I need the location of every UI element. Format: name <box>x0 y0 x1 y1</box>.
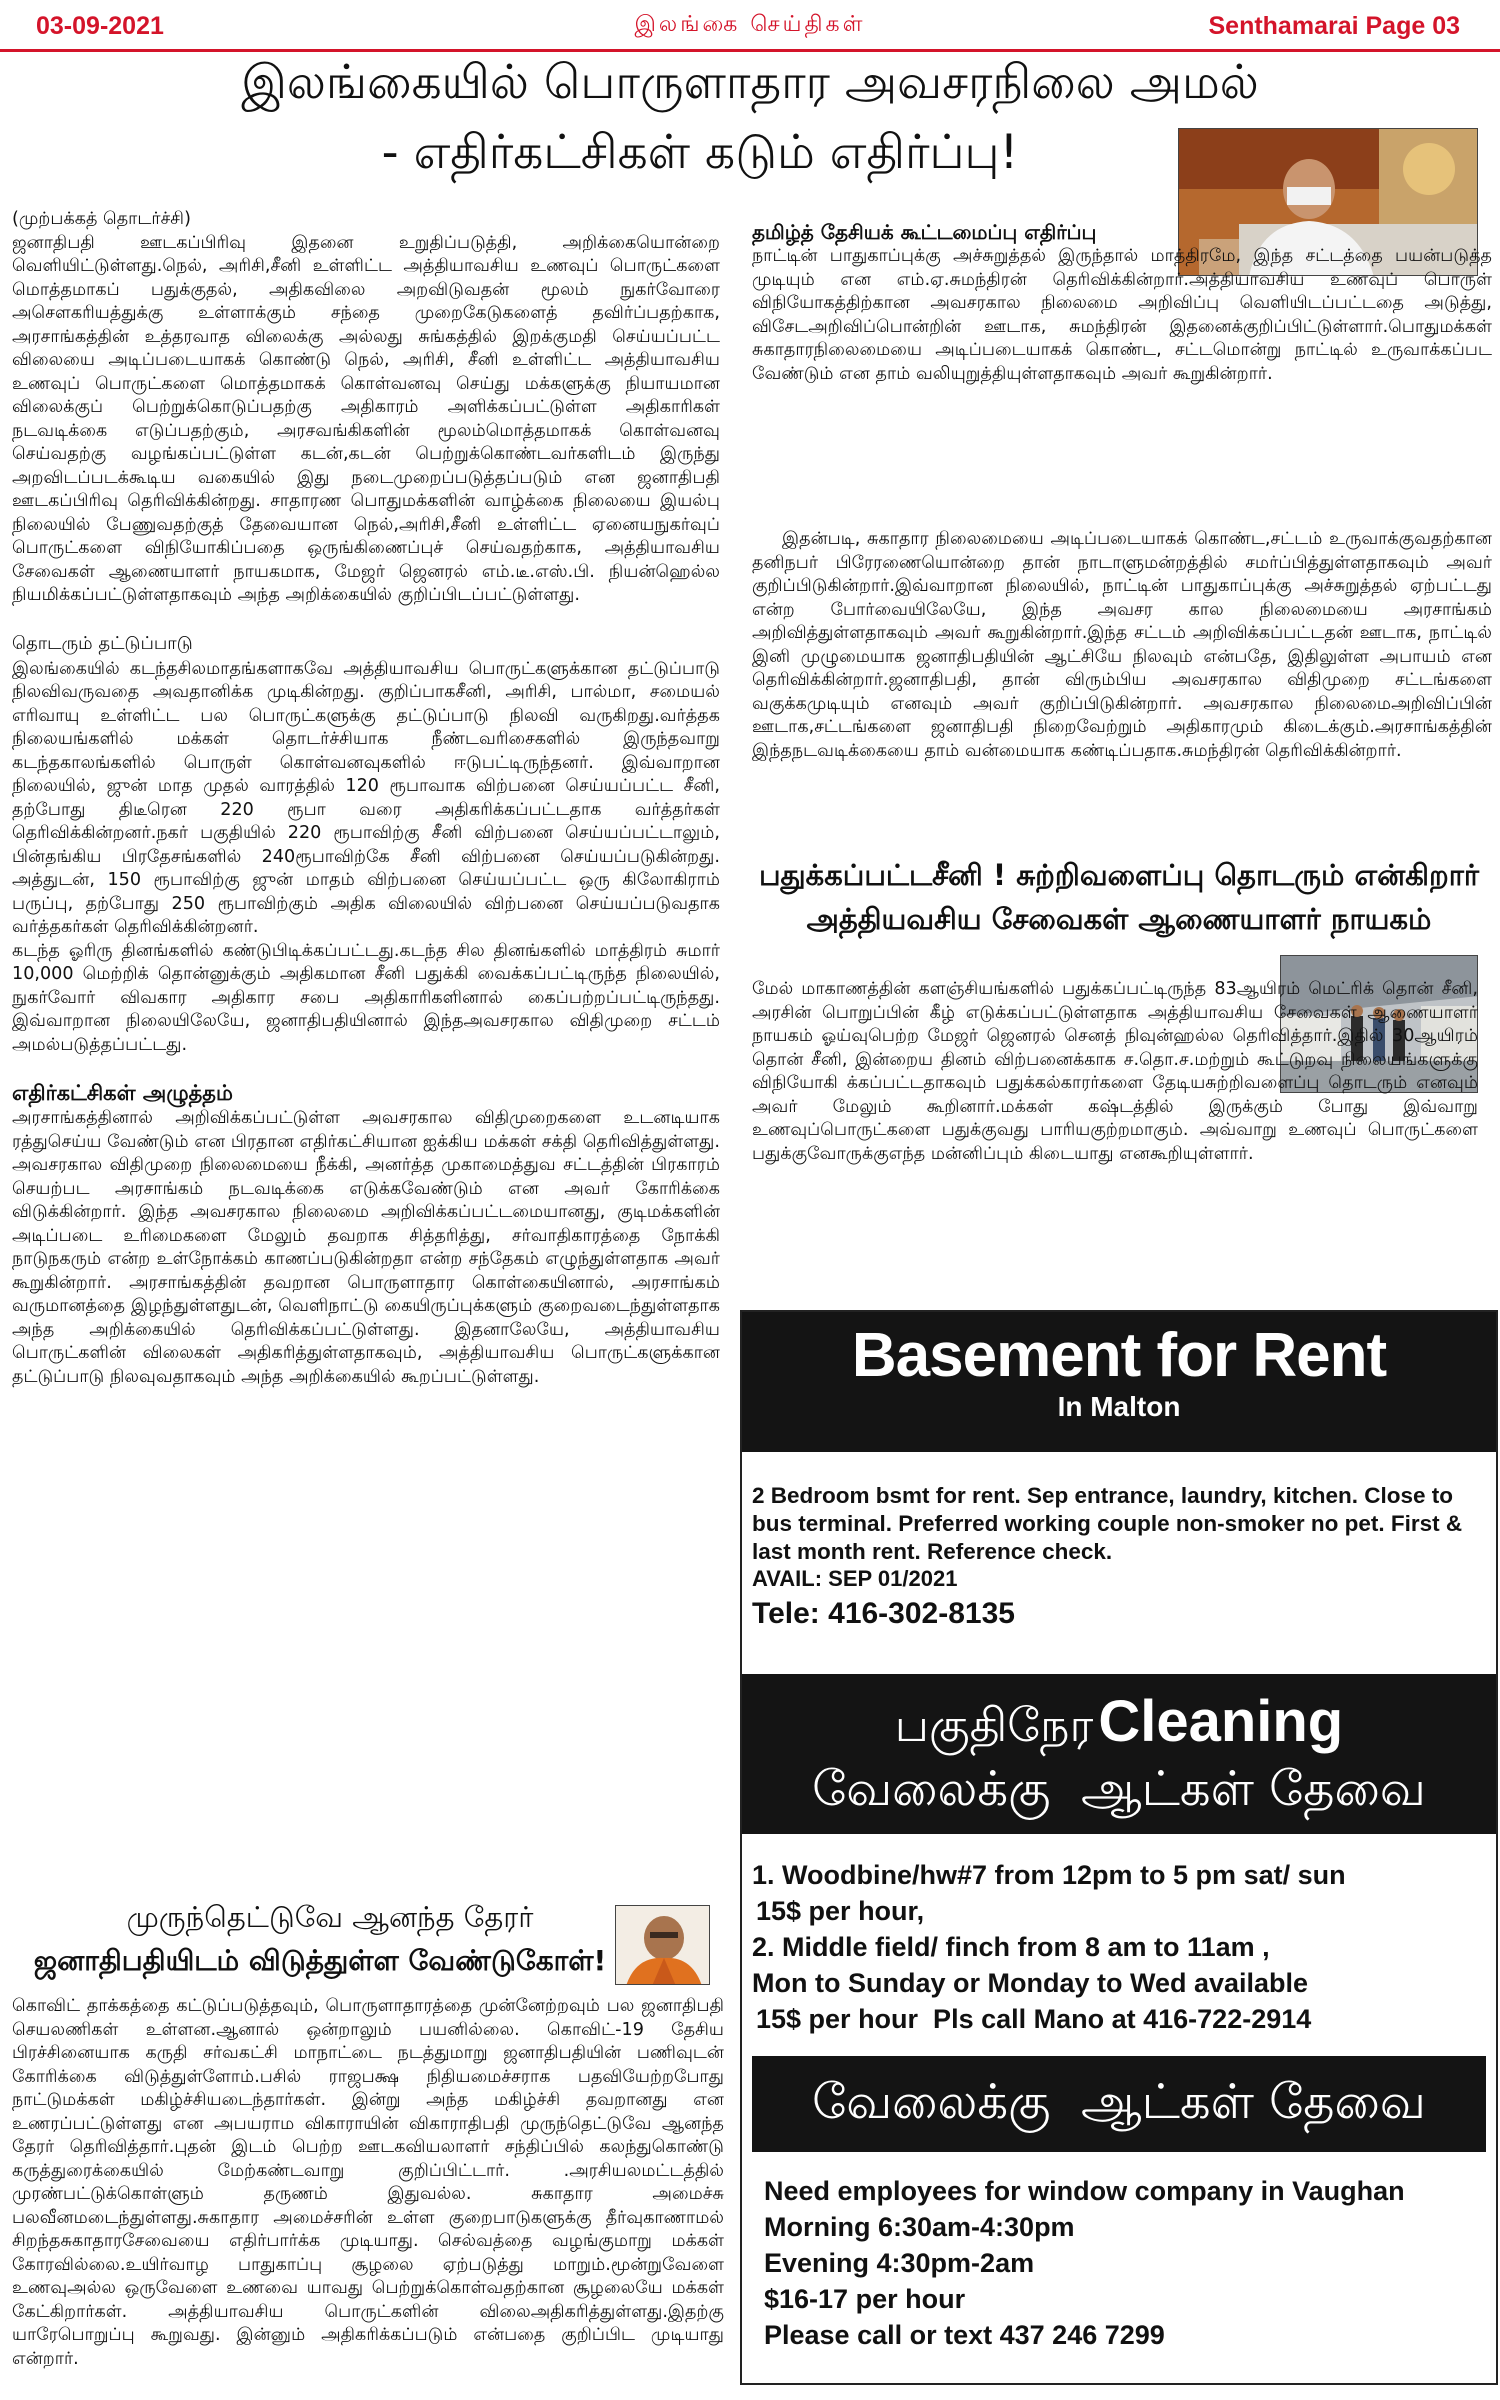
window-ad-line5: Please call or text 437 246 7299 <box>764 2320 1165 2350</box>
cleaning-ad-line2: 15$ per hour, <box>756 1896 925 1926</box>
classified-ads-box <box>740 1310 1498 2385</box>
bottom-story-body: கொவிட் தாக்கத்தை கட்டுப்படுத்தவும், பொருளாதாரத்தை முன்னேற்றவும் பல ஜனாதிபதி செயலணிகள் உள்ளன.ஆனால் ஒன்றாலும் பயனில்லை. கொவிட்-19 தேசிய பிரச்சினையாக கருதி சர்வகட்சி மாநாட்டை நடத்துமாறு ஜனாதிபதியின் பணிவுடன் கோரிக்கை விடுத்துள்ளோம்.பசில் ராஜபக்ஷ நிதியமைச்சராக பதவியேற்றபோது நாட்டுமக்கள் மகிழ்ச்சியடைந்தார்கள். இன்று அந்த மகிழ்ச்சி தவறானது என உணரப்பட்டுள்ளது என அபயராம விகாராயின் விகாராதிபதி முருந்தெட்டுவே ஆனந்த தேரர் தெரிவித்தார்.புதன் இடம் பெற்ற ஊடகவியலாளர் சந்திப்பில் கலந்துகொண்டு கருத்துரைக்கையில் மேற்கண்டவாறு குறிப்பிட்டார். .அரசியலமட்டத்தில் முரண்பட்டுக்கொள்ளும் தருணம் இதுவல்ல. சுகாதார அமைச்சு பலவீனமடைந்துள்ளது.சுகாதார அமைச்சரின் உள்ள குறைபாடுகளுக்கு தீர்வுகாணாமல் சிறந்தசுகாதாரசேவையை எதிர்பார்க்க முடியாது. செல்வத்தை வழங்குமாறு மக்கள் கோரவில்லை.உயிர்வாழ பாதுகாப்பு சூழலை ஏற்படுத்து மாறும்.மூன்றுவேளை உணவுஅல்ல ஒருவேளை உணவை யாவது பெற்றுக்கொள்வதற்கான சூழலையே மக்கள் கேட்கிறார்கள். அத்தியாவசிய பொருட்களின் விலைஅதிகரித்துள்ளது.இதற்கு யாரேபொறுப்பு கூறுவது. இன்னும் அதிகரிக்கப்படும் என்பதை குறிப்பிட முடியாது என்றார். <box>12 1996 724 2369</box>
article-paragraph: அரசாங்கத்தினால் அறிவிக்கப்பட்டுள்ள அவசரகால விதிமுறைகளை உடனடியாக ரத்துசெய்ய வேண்டும் என பிரதான எதிர்கட்சியான ஐக்கிய மக்கள் சக்தி தெரிவித்துள்ளது. அவசரகால விதிமுறை நிலைமையை நீக்கி, அனர்த்த முகாமைத்துவ சட்டத்தின் பிரகாரம் செயற்பட அரசாங்கம் நடவடிக்கை எடுக்கவேண்டும் என அவர் கோரிக்கை விடுக்கின்றார். இந்த அவசரகால நிலைமை அறிவிக்கப்பட்டமையானது, குடிமக்களின் அடிப்படை உரிமைகளை மேலும் தவறாக சித்தரித்து, சர்வாதிகாரத்தை நோக்கி நாடுநகரும் என்ற உள்நோக்கம் காணப்படுகின்றதா என்ற சந்தேகம் எழுந்துள்ளதாக அவர் கூறுகின்றார். அரசாங்கத்தின் தவறான பொருளாதார கொள்கையினால், அரசாங்கம் வருமானத்தை இழந்துள்ளதுடன், வெளிநாட்டு கையிருப்புக்களும் குறைவடைந்துள்ளதாக அந்த அறிக்கையில் தெரிவிக்கப்பட்டுள்ளது. இதனாலேயே, அத்தியாவசிய பொருட்களின் விலைகள் அதிகரித்துள்ளதாகவும், அத்தியாவசிய பொருட்களுக்கான தட்டுப்பாடு நிலவுவதாகவும் அந்த அறிக்கையில் கூறப்பட்டுள்ளது. <box>12 1108 720 1387</box>
window-ad-line2: Morning 6:30am-4:30pm <box>764 2212 1075 2242</box>
page-header <box>0 0 1500 52</box>
bottom-story-title-line1: முருந்தெட்டுவே ஆனந்த தேரர் <box>126 1900 534 1934</box>
monk-photo <box>615 1905 710 1985</box>
issue-date: 03-09-2021 <box>36 12 164 40</box>
article-paragraph: இலங்கையில் கடந்தசிலமாதங்களாகவே அத்தியாவசிய பொருட்களுக்கான தட்டுப்பாடு நிலவிவருவதை அவதானிக்க முடிகின்றது. குறிப்பாகசீனி, அரிசி, பால்மா, சமையல் எரிவாயு உள்ளிட்ட பல பொருட்களுக்கு தட்டுப்பாடு நிலவி வருகிறது.வர்த்தக நிலையங்களில் மக்கள் தொடர்ச்சியாக நீண்டவரிசைகளில் இருந்தவாறு கடந்தகாலங்களில் பொருள் கொள்வனவுகளில் ஈடுபட்டிருந்தனர். இவ்வாறான நிலையில், ஜுன் மாத முதல் வாரத்தில் 120 ரூபாவாக விற்பனை செய்யப்பட்ட சீனி, தற்போது திடீரென 220 ரூபா வரை அதிகரிக்கப்பட்டதாக வர்த்தர்கள் தெரிவிக்கின்றனர்.நகர் பகுதியில் 220 ரூபாவிற்கு சீனி விற்பனை செய்யப்பட்டாலும், பின்தங்கிய பிரதேசங்களில் 240ரூபாவிற்கே சீனி விற்பனை செய்யப்படுகின்றது. அத்துடன், 150 ரூபாவிற்கு ஜுன் மாதம் விற்பனை செய்யப்பட்ட ஒரு கிலோகிராம் பருப்பு, தற்போது 250 ரூபாவிற்கும் அதிக விலையில் விற்பனை செய்யப்படுவதாக வர்த்தகர்கள் தெரிவிக்கின்றனர். <box>12 658 720 937</box>
sugar-story-title-line1: பதுக்கப்பட்டசீனி ! சுற்றிவளைப்பு தொடரும் என்கிறார் <box>758 858 1480 892</box>
basement-ad-availability: AVAIL: SEP 01/2021 <box>752 1566 958 1591</box>
window-ad-line4: $16-17 per hour <box>764 2284 966 2314</box>
cleaning-ad-line1: 1. Woodbine/hw#7 from 12pm to 5 pm sat/ sun <box>752 1860 1346 1890</box>
monk-portrait-illustration <box>616 1906 710 1985</box>
article-paragraph: கடந்த ஓரிரு தினங்களில் கண்டுபிடிக்கப்பட்டது.கடந்த சில தினங்களில் மாத்திரம் சுமார் 10,000 மெற்றிக் தொன்னுக்கும் அதிகமான சீனி பதுக்கி வைக்கப்பட்டிருந்த நிலையில், நுகர்வோர் விவகார அதிகார சபை அதிகாரிகளினால் கைப்பற்றப்பட்டிருந்தது. இவ்வாறான நிலையிலேயே, ஜனாதிபதியினால் இந்தஅவசரகால விதிமுறை சட்டம் அமல்படுத்தப்பட்டது. <box>12 940 720 1055</box>
right-story-p1: நாட்டின் பாதுகாப்புக்கு அச்சுறுத்தல் இருந்தால் மாத்திரமே, இந்த சட்டத்தை பயன்படுத்த முடியும் என எம்.ஏ.சுமந்திரன் தெரிவிக்கின்றார்.அத்தியாவசிய உணவுப் பொருள் விநியோகத்திற்கான அவசரகால நிலைமை அறிவிப்பு வெளியிடப்பட்டதை அடுத்து, விசேடஅறிவிப்பொன்றின் ஊடாக, சுமந்திரன் இதனைக்குறிப்பிட்டுள்ளார்.பொதுமக்கள் சுகாதாரநிலைமையை அடிப்படையாகக் கொண்ட, சட்டமொன்று நாட்டில் உருவாக்கப்பட வேண்டும் என தாம் வலியுறுத்தியுள்ளதாகவும் அவர் கூறுகின்றார். <box>752 246 1492 384</box>
right-story-p2: இதன்படி, சுகாதார நிலைமையை அடிப்படையாகக் கொண்ட,சட்டம் உருவாக்குவதற்கான தனிநபர் பிரேரணையொன்றை தான் நாடாளுமன்றத்தில் சமர்ப்பித்துள்ளதாகவும் அவர் குறிப்பிடுகின்றார்.இவ்வாறான நிலையில், நாட்டின் பாதுகாப்புக்கு அச்சுறுத்தல் ஏற்பட்டது என்ற போர்வையிலேயே, இந்த அவசர கால நிலைமையை அரசாங்கம் அறிவித்துள்ளதாகவும் அவர் கூறுகின்றார்.இந்த சட்டம் அறிவிக்கப்பட்டதன் ஊடாக, நாட்டில் இனி முழுமையாக ஜனாதிபதியின் ஆட்சியே நிலவும் என்பதே, இதிலுள்ள அபாயம் என தெரிவிக்கின்றார்.ஜனாதிபதி, தான் விரும்பிய அவசரகால விதிமுறை சட்டங்களை வகுக்கமுடியும் எனவும் அவர் குறிப்பிடுகின்றார். அவசரகால நிலைமைஅறிவிப்பின் ஊடாக,சட்டங்களை ஜனாதிபதி நிறைவேற்றும் அதிகாரமும் கிடைக்கும்.அரசாங்கத்தின் இந்தநடவடிக்கையை தாம் வன்மையாக கண்டிப்பதாக.சுமந்திரன் தெரிவிக்கின்றார். <box>752 529 1492 761</box>
article-paragraph: (முற்பக்கத் தொடர்ச்சி) <box>12 209 191 229</box>
left-column-article <box>12 208 720 1878</box>
article-paragraph: ஜனாதிபதி ஊடகப்பிரிவு இதனை உறுதிப்படுத்தி, அறிக்கையொன்றை வெளியிட்டுள்ளது.நெல், அரிசி,சீனி உள்ளிட்ட அத்தியாவசிய உணவுப் பொருட்களை மொத்தமாகப் பதுக்குதல், அதிகவிலை அறவிடுவதன் மூலம் நுகர்வோரை அசௌகரியத்துக்கு உள்ளாக்கும் சந்தை முறைகேடுகளைத் தவிர்ப்பதற்காக, அரசாங்கத்தின் உத்தரவாத விலைக்கு அல்லது சுங்கத்தில் இறக்குமதி செய்யப்பட்ட விலையை அடிப்படையாகக் கொண்டு நெல், அரிசி, சீனி உள்ளிட்ட அத்தியாவசிய உணவுப் பொருட்களை மொத்தமாகக் கொள்வனவு செய்து மக்களுக்கு நியாயமான விலைக்குப் பெற்றுக்கொடுப்பதற்கு அதிகாரம் அளிக்கப்பட்டுள்ள அதிகாரிகள் நடவடிக்கை எடுப்பதற்கும், அரசவங்கிகளின் மூலம்மொத்தமாகக் கொள்வனவு செய்வதற்கு வழங்கப்பட்டுள்ள கடன்,கடன் பெற்றுக்கொண்டவர்களிடம் இருந்து அறவிடப்படக்கூடிய வகையில் இது நடைமுறைப்படுத்தப்படும் என ஜனாதிபதி ஊடகப்பிரிவு தெரிவிக்கின்றது. சாதாரண பொதுமக்களின் வாழ்க்கை நிலையை இயல்பு நிலையில் பேணுவதற்குத் தேவையான நெல்,அரிசி,சீனி உள்ளிட்ட ஏனையநுகர்வுப் பொருட்களை விநியோகிப்பதை ஒருங்கிணைப்புச் செய்வதற்காக, அத்தியாவசிய சேவைகள் ஆணையாளர் நாயகமாக, மேஜர் ஜெனரல் எம்.டீ.எஸ்.பி. நியன்ஹெல்ல நியமிக்கப்பட்டுள்ளதாகவும் அந்த அறிக்கையில் குறிப்பிடப்பட்டுள்ளது. <box>12 232 720 605</box>
sugar-story-title-line2: அத்தியவசிய சேவைகள் ஆணையாளர் நாயகம் <box>806 902 1432 936</box>
cleaning-ad-header <box>742 1674 1496 1834</box>
cleaning-ad-line3: 2. Middle field/ finch from 8 am to 11am , <box>752 1932 1270 1962</box>
cleaning-ad-title-tamil: பகுதிநேர <box>894 1698 1094 1752</box>
window-ad-line1: Need employees for window company in Vaughan <box>764 2176 1405 2206</box>
subheading-opposition-pressure: எதிர்கட்சிகள் அழுத்தம் <box>12 1081 233 1105</box>
basement-ad-subtitle: In Malton <box>1057 1391 1181 1422</box>
cleaning-ad-title-line2: வேலைக்கு ஆட்கள் தேவை <box>812 1761 1426 1817</box>
cleaning-ad-line4: Mon to Sunday or Monday to Wed available <box>752 1968 1309 1998</box>
main-headline-line1: இலங்கையில் பொருளாதார அவசரநிலை அமல் <box>241 55 1259 110</box>
cleaning-ad-title-english: Cleaning <box>1098 1689 1344 1754</box>
page-reference: Senthamarai Page 03 <box>1208 12 1460 40</box>
basement-ad-body: 2 Bedroom bsmt for rent. Sep entrance, laundry, kitchen. Close to bus terminal. Preferred working couple non-smoker no pet. First & last month rent. Reference check. <box>752 1483 1463 1564</box>
window-ad-line3: Evening 4:30pm-2am <box>764 2248 1035 2278</box>
subheading-shortage: தொடரும் தட்டுப்பாடு <box>12 632 193 654</box>
basement-ad-phone: Tele: 416-302-8135 <box>752 1597 1015 1630</box>
section-title: இலங்கை செய்திகள் <box>634 12 866 37</box>
bottom-story-title-line2: ஜனாதிபதியிடம் விடுத்துள்ள வேண்டுகோள்! <box>33 1944 607 1977</box>
main-headline-line2: - எதிர்கட்சிகள் கடும் எதிர்ப்பு! <box>381 125 1019 180</box>
cleaning-ad-title-row <box>742 1674 1496 1759</box>
basement-ad-header <box>742 1312 1496 1452</box>
sugar-story-body: மேல் மாகாணத்தின் களஞ்சியங்களில் பதுக்கப்பட்டிருந்த 83ஆயிரம் மெட்ரிக் தொன் சீனி, அரசின் பொறுப்பின் கீழ் எடுக்கப்பட்டுள்ளதாக அத்தியாவசிய சேவைகள் ஆணையாளர் நாயகம் ஓய்வுபெற்ற மேஜர் ஜெனரல் செனத் நிவுன்ஹல்ல தெரிவித்தார்.இதில் 30ஆயிரம் தொன் சீனி, இன்றைய தினம் விற்பனைக்காக ச.தொ.ச.மற்றும் கூட்டுறவு நிலையங்களுக்கு விநியோகி க்கப்பட்டதாகவும் பதுக்கல்காரர்களை தேடியசுற்றிவளைப்பு தொடரும் எனவும் அவர் மேலும் கூறினார்.மக்கள் கஷ்டத்தில் இருக்கும் போது இவ்வாறு உணவுப்பொருட்களை பதுக்குவது பாரியகுற்றமாகும். அவ்வாறு உணவுப் பொருட்களை பதுக்குவோருக்குஎந்த மன்னிப்பும் கிடையாது எனகூறியுள்ளார். <box>752 979 1478 1164</box>
subheading-tna: தமிழ்த் தேசியக் கூட்டமைப்பு எதிர்ப்பு <box>752 220 1097 244</box>
cleaning-ad-line5: 15$ per hour Pls call Mano at 416-722-2914 <box>756 2004 1312 2034</box>
window-ad-title: வேலைக்கு ஆட்கள் தேவை <box>812 2074 1426 2130</box>
window-ad-header <box>752 2056 1486 2152</box>
basement-ad-title: Basement for Rent <box>851 1321 1387 1390</box>
